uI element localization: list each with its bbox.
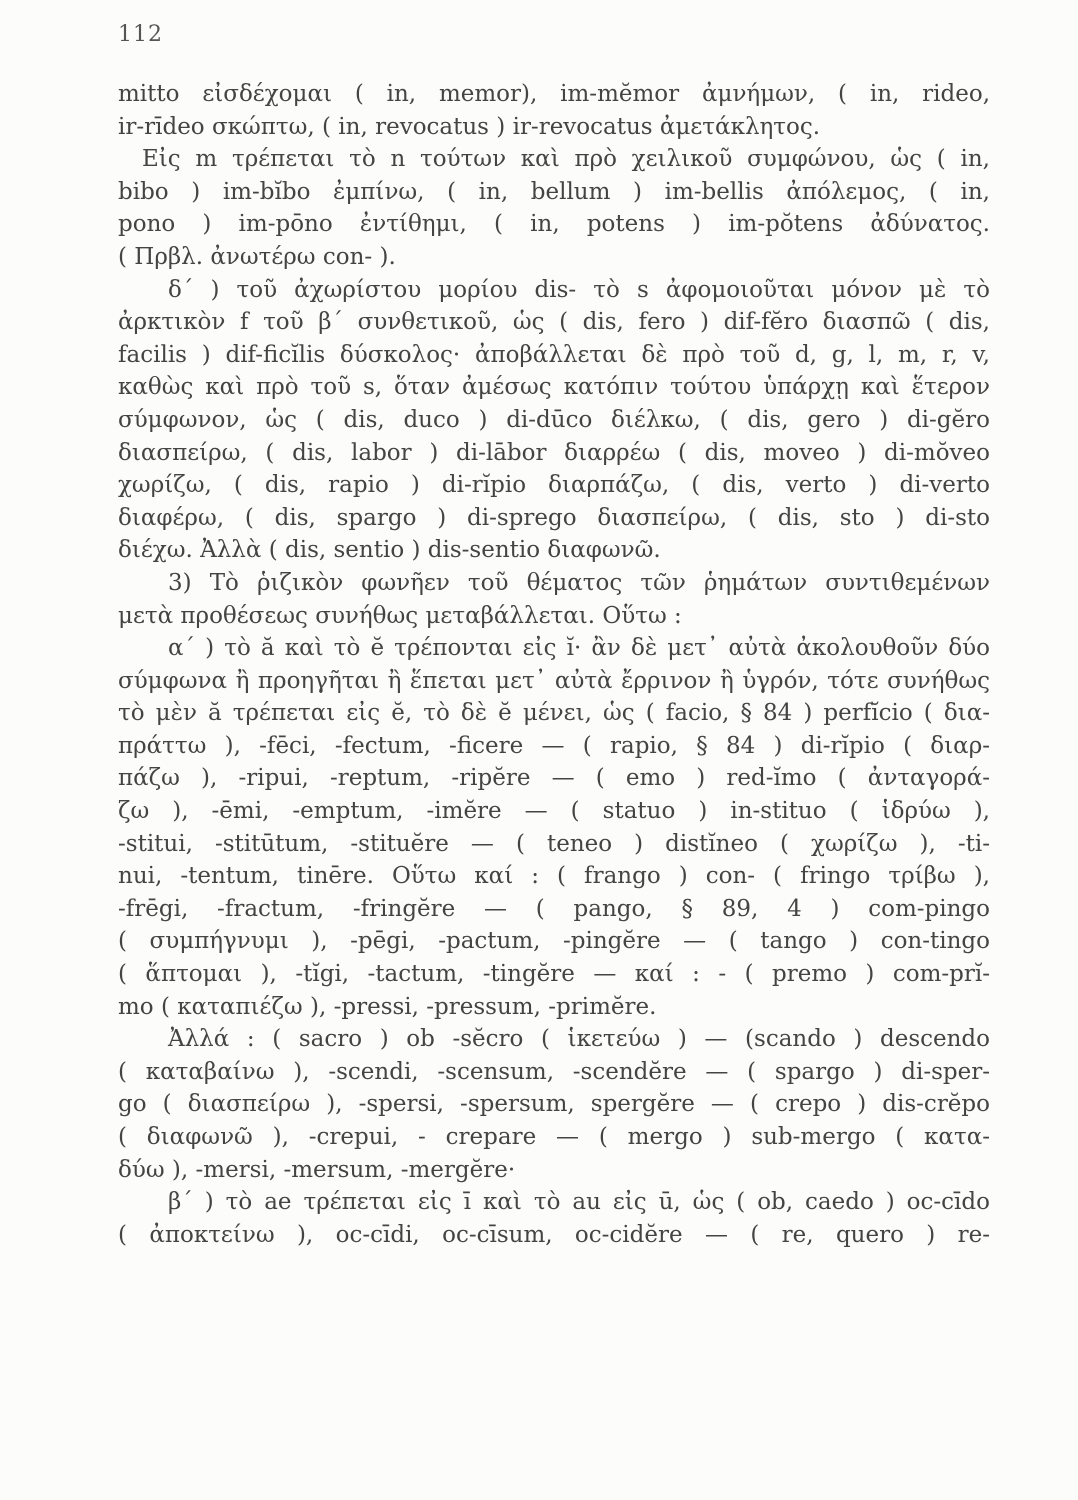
text-line: pono ) im-pōno ἐντίθημι, ( in, potens ) im-pŏtens ἀδύνατος. xyxy=(118,211,990,238)
page-number: 112 xyxy=(118,22,163,47)
text-line: 3) Τὸ ῥιζικὸν φωνῆεν τοῦ θέματος τῶν ῥημάτων συντιθεμένων xyxy=(168,569,990,596)
text-line: ( ἅπτομαι ), -tĭgi, -tactum, -tingĕre — καί : - ( premo ) com-prĭ- xyxy=(118,961,990,988)
text-line: διέχω. Ἀλλὰ ( dis, sentio ) dis-sentio διαφωνῶ. xyxy=(118,537,661,564)
text-line: δ΄ ) τοῦ ἀχωρίστου μορίου dis- τὸ s ἀφομοιοῦται μόνον μὲ τὸ xyxy=(168,276,990,303)
body-text xyxy=(118,78,990,1251)
text-line: -frēgi, -fractum, -fringĕre — ( pango, § 89, 4 ) com-pingo xyxy=(118,895,990,922)
text-line: ( ἀποκτείνω ), oc-cīdi, oc-cīsum, oc-cidĕre — ( re, quero ) re- xyxy=(118,1221,990,1248)
text-line: -stitui, -stitūtum, -stituĕre — ( teneo ) distĭneo ( χωρίζω ), -ti- xyxy=(118,830,990,857)
text-line: δύω ), -mersi, -mersum, -mergĕre· xyxy=(118,1156,516,1183)
text-line: Εἰς m τρέπεται τὸ n τούτων καὶ πρὸ χειλικοῦ συμφώνου, ὡς ( in, xyxy=(142,146,990,173)
text-line: σύμφωνον, ὡς ( dis, duco ) di-dūco διέλκω, ( dis, gero ) di-gĕro xyxy=(118,406,990,433)
text-line: go ( διασπείρω ), -spersi, -spersum, spergĕre — ( crepo ) dis-crĕpo xyxy=(118,1091,990,1118)
text-line: ir-rīdeo σκώπτω, ( in, revocatus ) ir-revocatus ἀμετάκλητος. xyxy=(118,113,821,140)
text-line: πάζω ), -ripui, -reptum, -ripĕre — ( emo ) red-ĭmo ( ἀνταγορά- xyxy=(118,765,990,792)
text-line: πράττω ), -fēci, -fectum, -ficere — ( rapio, § 84 ) di-rĭpio ( διαρ- xyxy=(118,732,990,759)
text-line: ἀρκτικὸν f τοῦ β΄ συνθετικοῦ, ὡς ( dis, fero ) dif-fĕro διασπῶ ( dis, xyxy=(118,309,990,336)
text-line: mitto εἰσδέχομαι ( in, memor), im-mĕmor ἀμνήμων, ( in, rideo, xyxy=(118,81,990,107)
text-line: χωρίζω, ( dis, rapio ) di-rĭpio διαρπάζω, ( dis, verto ) di-verto xyxy=(118,472,990,499)
text-line: τὸ μὲν ă τρέπεται εἰς ĕ, τὸ δὲ ĕ μένει, ὡς ( facio, § 84 ) perfĭcio ( δια- xyxy=(118,700,990,727)
text-line: διασπείρω, ( dis, labor ) di-lābor διαρρέω ( dis, moveo ) di-mŏveo xyxy=(118,439,990,466)
text-line: Ἀλλά : ( sacro ) ob -sĕcro ( ἱκετεύω ) — (scando ) descendo xyxy=(168,1026,990,1053)
text-line: bibo ) im-bĭbo ἐμπίνω, ( in, bellum ) im-bellis ἀπόλεμος, ( in, xyxy=(118,178,990,205)
text-line: διαφέρω, ( dis, spargo ) di-sprego διασπείρω, ( dis, sto ) di-sto xyxy=(118,504,990,531)
text-line: ζω ), -ēmi, -emptum, -imĕre — ( statuo ) in-stituo ( ἱδρύω ), xyxy=(118,798,990,825)
text-line: σύμφωνα ἢ προηγῆται ἢ ἕπεται μετ᾽ αὐτὰ ἔρρινον ἢ ὑγρόν, τότε συνήθως xyxy=(118,667,990,694)
text-line: ( διαφωνῶ ), -crepui, - crepare — ( mergo ) sub-mergo ( κατα- xyxy=(118,1124,990,1150)
text-line: μετὰ προθέσεως συνήθως μεταβάλλεται. Οὕτω : xyxy=(118,602,682,629)
text-line: καθὼς καὶ πρὸ τοῦ s, ὅταν ἀμέσως κατόπιν τούτου ὑπάρχῃ καὶ ἕτερον xyxy=(118,374,990,401)
text-line: mo ( καταπιέζω ), -pressi, -pressum, -primĕre. xyxy=(118,993,657,1020)
text-line: β΄ ) τὸ ae τρέπεται εἰς ī καὶ τὸ au εἰς ū, ὡς ( ob, caedo ) oc-cīdo xyxy=(168,1189,990,1216)
text-line: nui, -tentum, tinēre. Οὕτω καί : ( frango ) con- ( fringo τρίβω ), xyxy=(118,863,990,890)
text-line: ( συμπήγνυμι ), -pēgi, -pactum, -pingĕre — ( tango ) con-tingo xyxy=(118,928,990,955)
text-line: α΄ ) τὸ ă καὶ τὸ ĕ τρέπονται εἰς ĭ· ἂν δὲ μετ᾽ αὐτὰ ἀκολουθοῦν δύο xyxy=(168,635,990,662)
text-line: ( Πρβλ. ἀνωτέρω con- ). xyxy=(118,243,396,270)
text-line: ( καταβαίνω ), -scendi, -scensum, -scendĕre — ( spargo ) di-sper- xyxy=(118,1058,990,1085)
text-line: facilis ) dif-ficĭlis δύσκολος· ἀποβάλλεται δὲ πρὸ τοῦ d, g, l, m, r, v, xyxy=(118,341,990,368)
